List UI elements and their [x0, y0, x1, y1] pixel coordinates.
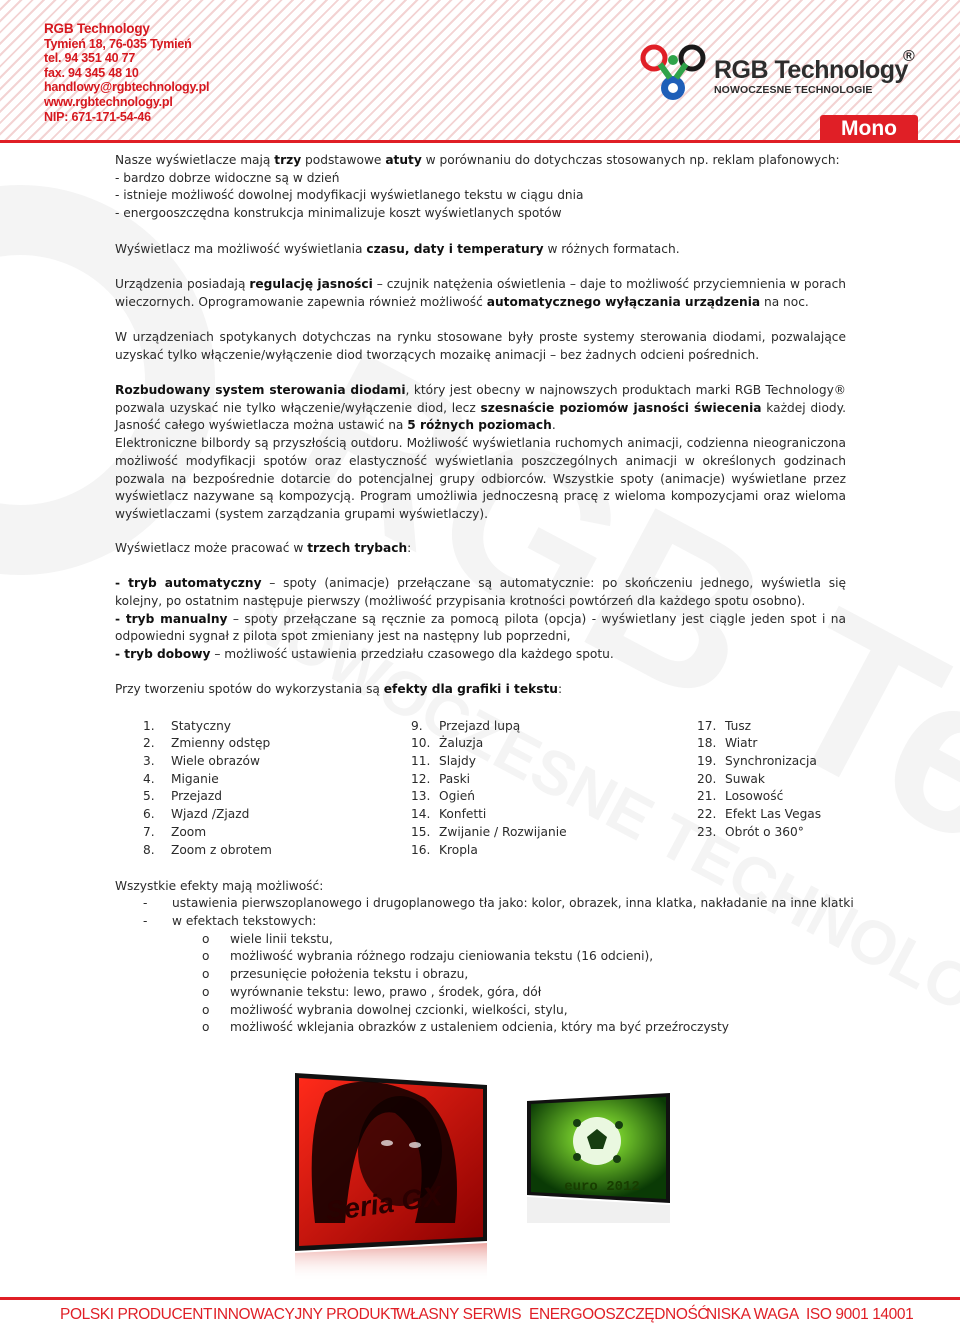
header-divider [0, 140, 960, 143]
footer-features [0, 1306, 960, 1326]
contact-tel: tel. 94 351 40 77 [44, 51, 136, 66]
mode-daily: - tryb dobowy – możliwość ustawienia przedziału czasowego dla każdego spotu. [115, 646, 614, 661]
list-item: 11. Slajdy [411, 754, 476, 769]
logo-name: RGB Technology [714, 56, 908, 84]
advantage-1: - bardzo dobrze widoczne są w dzień [115, 170, 340, 185]
effects-column-2 [411, 718, 567, 860]
list-item: 9. Przejazd lupą [411, 718, 521, 733]
footer-item: ISO 9001 14001 [806, 1306, 914, 1323]
effects-column-3 [697, 718, 821, 842]
list-item: 17. Tusz [697, 718, 752, 733]
logo-registered-mark: ® [903, 48, 915, 65]
footer-item: INNOWACYJNY PRODUKT [213, 1306, 400, 1323]
list-item: 5. Przejazd [143, 789, 223, 804]
company-logo [640, 42, 930, 112]
paragraph-brightness: Urządzenia posiadają regulację jasności – czujnik natężenia oświetlenia – daje to możliwość przyciemnienia w porach wieczornych. Oprogramowanie zapewnia również możliwość automatycznego wyłączania urządzenia na noc. [115, 276, 846, 309]
list-item: 19. Synchronizacja [697, 754, 817, 769]
list-item: 7. Zoom [143, 824, 207, 839]
list-item: 22. Efekt Las Vegas [697, 807, 822, 822]
all-effects-list [115, 895, 854, 930]
product-label-seria-gx: Seria GX [323, 1180, 444, 1228]
list-item: o przesunięcie położenia tekstu i obrazu, [202, 967, 469, 982]
paragraph-time-date: Wyświetlacz ma możliwość wyświetlania czasu, daty i temperatury w różnych formatach. [115, 241, 680, 256]
list-item: o możliwość wybrania dowolnej czcionki, wielkości, stylu, [202, 1002, 568, 1017]
contact-website[interactable]: www.rgbtechnology.pl [44, 94, 173, 109]
contact-fax: fax. 94 345 48 10 [44, 65, 139, 80]
list-item: - ustawienia pierwszoplanowego i drugoplanowego tła jako: kolor, obrazek, inna klatka, nakładanie na inne klatki [143, 896, 854, 911]
list-item: o możliwość wybrania różnego rodzaju cieniowania tekstu (16 odcieni), [202, 949, 654, 964]
list-item: 23. Obrót o 360° [697, 824, 804, 839]
list-item: 18. Wiatr [697, 736, 758, 751]
contact-nip: NIP: 671-171-54-46 [44, 109, 151, 124]
list-item: 4. Miganie [143, 771, 219, 786]
footer-item: NISKA WAGA [706, 1306, 799, 1323]
modes-intro: Wyświetlacz może pracować w trzech trybach: [115, 540, 412, 555]
list-item: 2. Zmienny odstęp [143, 736, 271, 751]
contact-address: Tymień 18, 76-035 Tymień [44, 36, 192, 51]
list-item: 21. Losowość [697, 789, 784, 804]
effects-intro: Przy tworzeniu spotów do wykorzystania są efekty dla grafiki i tekstu: [115, 682, 563, 697]
list-item: - w efektach tekstowych: [143, 914, 317, 929]
list-item: 6. Wjazd /Zjazd [143, 807, 250, 822]
contact-email[interactable]: handlowy@rgbtechnology.pl [44, 80, 210, 95]
effects-list [115, 718, 846, 858]
contact-company: RGB Technology [44, 21, 150, 36]
intro-line: Nasze wyświetlacze mają trzy podstawowe atuty w porównaniu do dotychczas stosowanych np. reklam plafonowych: [115, 153, 840, 167]
list-item: o wyrównanie tekstu: lewo, prawo , środek, góra, dół [202, 984, 542, 999]
list-item: 3. Wiele obrazów [143, 754, 260, 769]
footer-item: POLSKI PRODUCENT [60, 1306, 213, 1323]
advantage-2: - istnieje możliwość dowolnej modyfikacji wyświetlanego tekstu w ciągu dnia [115, 188, 584, 203]
mode-automatic: - tryb automatyczny – spoty (animacje) przełączane są automatycznie: po skończeniu jednego, wyświetla się kolejny, po ostatnim następuje pierwszy (możliwość przypisania krotności powtórzeń dla każdego spotu osobno). [115, 576, 846, 608]
document-body [115, 152, 854, 1037]
list-item: 20. Suwak [697, 771, 765, 786]
footer-item: ENERGOOSZCZĘDNOŚĆ [529, 1306, 709, 1323]
list-item: o wiele linii tekstu, [202, 931, 333, 946]
product-image-seria-gx [295, 1073, 487, 1281]
paragraph-old-systems: W urządzeniach spotykanych dotychczas na rynku stosowane były proste systemy sterowania diodami, pozwalające uzyskać tylko włączenie/wyłączenie diod tworzących mozaikę animacji – bez żadnych odcieni pośrednich. [115, 329, 846, 362]
contact-block [44, 22, 209, 124]
list-item: 13. Ogień [411, 789, 475, 804]
mode-manual: - tryb manualny – spoty przełączane są ręcznie za pomocą pilota (opcja) - wyświetlany jest ciągle jeden spot i na odpowiedni sygnał z pilota spot zmieniany jest na następny lub poprzedni, [115, 611, 846, 644]
rgb-logo-icon [640, 42, 710, 108]
paragraph-billboards: Elektroniczne bilbordy są przyszłością outdoru. Możliwość wyświetlania ruchomych animacji, codzienna nieograniczona możliwość modyfikacji spotów oraz elastyczność wyświetlania poszczególnych animacji w określonych godzinach pozwala na bezpośrednie dotarcie do potencjalnej grupy odbiorców. Wszystkie spoty (animacje) wyświetlane przez wyświetlacz nazywane są kompozycją. Program umożliwia jednoczesną pracę z wieloma kompozycjami oraz wieloma wyświetlaczami (system zarządzania grupami wyświetlaczy). [115, 436, 846, 521]
effects-column-1 [143, 718, 272, 860]
product-image-euro-2012 [527, 1093, 670, 1223]
list-item: 10. Żaluzja [411, 736, 484, 751]
logo-tagline: NOWOCZESNE TECHNOLOGIE [714, 84, 873, 96]
advantage-3: - energooszczędna konstrukcja minimalizuje koszt wyświetlanych spotów [115, 206, 562, 221]
footer-divider [0, 1297, 960, 1300]
list-item: 8. Zoom z obrotem [143, 842, 272, 857]
list-item: o możliwość wklejania obrazków z ustaleniem odcienia, który ma być przeźroczysty [202, 1020, 730, 1035]
product-label-euro-2012: euro 2012 [564, 1179, 640, 1195]
text-effects-sublist [115, 931, 846, 1037]
list-item: 15. Zwijanie / Rozwijanie [411, 824, 567, 839]
list-item: 1. Statyczny [143, 718, 232, 733]
product-line-tab: Mono [820, 115, 918, 142]
list-item: 14. Konfetti [411, 807, 487, 822]
list-item: 16. Kropla [411, 842, 478, 857]
footer-item: WŁASNY SERWIS [396, 1306, 522, 1323]
all-effects-intro: Wszystkie efekty mają możliwość: [115, 878, 324, 893]
list-item: 12. Paski [411, 771, 471, 786]
paragraph-control-system: Rozbudowany system sterowania diodami, który jest obecny w najnowszych produktach marki RGB Technology® pozwala uzyskać nie tylko włączenie/wyłączenie diod, lecz szesnaście poziomów jasności świecenia każdej diody. Jasność całego wyświetlacza można ustawić na 5 różnych poziomach. [115, 383, 846, 433]
